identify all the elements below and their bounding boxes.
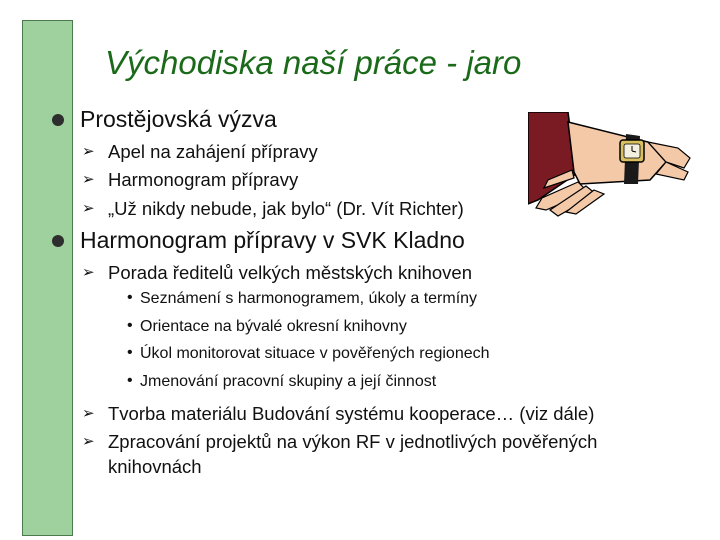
dot-bullet-icon: • <box>127 317 133 334</box>
arrow-bullet-icon: ➢ <box>82 264 95 281</box>
slide-title: Východiska naší práce - jaro <box>105 44 522 81</box>
list-item-continuation <box>108 456 202 478</box>
arrow-bullet-icon: ➢ <box>82 200 95 217</box>
section-heading-2 <box>80 227 465 254</box>
list-item <box>82 141 318 163</box>
sub-list-item-text: Úkol monitorovat situace v pověřených regionech <box>140 345 490 362</box>
list-item-text: „Už nikdy nebude, jak bylo“ (Dr. Vít Richter) <box>108 198 464 219</box>
bullet-dot-icon <box>52 114 64 126</box>
list-item-text: Tvorba materiálu Budování systému kooperace… (viz dále) <box>108 403 595 424</box>
arrow-bullet-icon: ➢ <box>82 433 95 450</box>
section-heading-text: Prostějovská výzva <box>80 106 277 132</box>
sub-list-item <box>127 289 478 308</box>
arrow-bullet-icon: ➢ <box>82 171 95 188</box>
section-heading-1 <box>80 106 277 133</box>
wristwatch-hand-clipart-icon <box>528 112 693 217</box>
sidebar-bar <box>22 20 73 536</box>
section-heading-text: Harmonogram přípravy v SVK Kladno <box>80 227 465 253</box>
sub-list-item <box>127 372 437 391</box>
list-item <box>82 198 464 220</box>
sub-list-item-text: Orientace na bývalé okresní knihovny <box>140 318 407 335</box>
list-item <box>82 262 473 284</box>
list-item-text: knihovnách <box>108 456 202 477</box>
arrow-bullet-icon: ➢ <box>82 405 95 422</box>
dot-bullet-icon: • <box>127 344 133 361</box>
list-item <box>82 169 299 191</box>
list-item <box>82 431 598 453</box>
list-item-text: Harmonogram přípravy <box>108 169 299 190</box>
list-item <box>82 403 595 425</box>
sub-list-item-text: Seznámení s harmonogramem, úkoly a termíny <box>140 290 478 307</box>
sub-list-item <box>127 317 407 336</box>
dot-bullet-icon: • <box>127 372 133 389</box>
list-item-text: Zpracování projektů na výkon RF v jednotlivých pověřených <box>108 431 598 452</box>
arrow-bullet-icon: ➢ <box>82 143 95 160</box>
sub-list-item <box>127 344 490 363</box>
list-item-text: Apel na zahájení přípravy <box>108 141 318 162</box>
dot-bullet-icon: • <box>127 289 133 306</box>
list-item-text: Porada ředitelů velkých městských knihoven <box>108 262 473 283</box>
sub-list-item-text: Jmenování pracovní skupiny a její činnost <box>140 373 437 390</box>
bullet-dot-icon <box>52 235 64 247</box>
